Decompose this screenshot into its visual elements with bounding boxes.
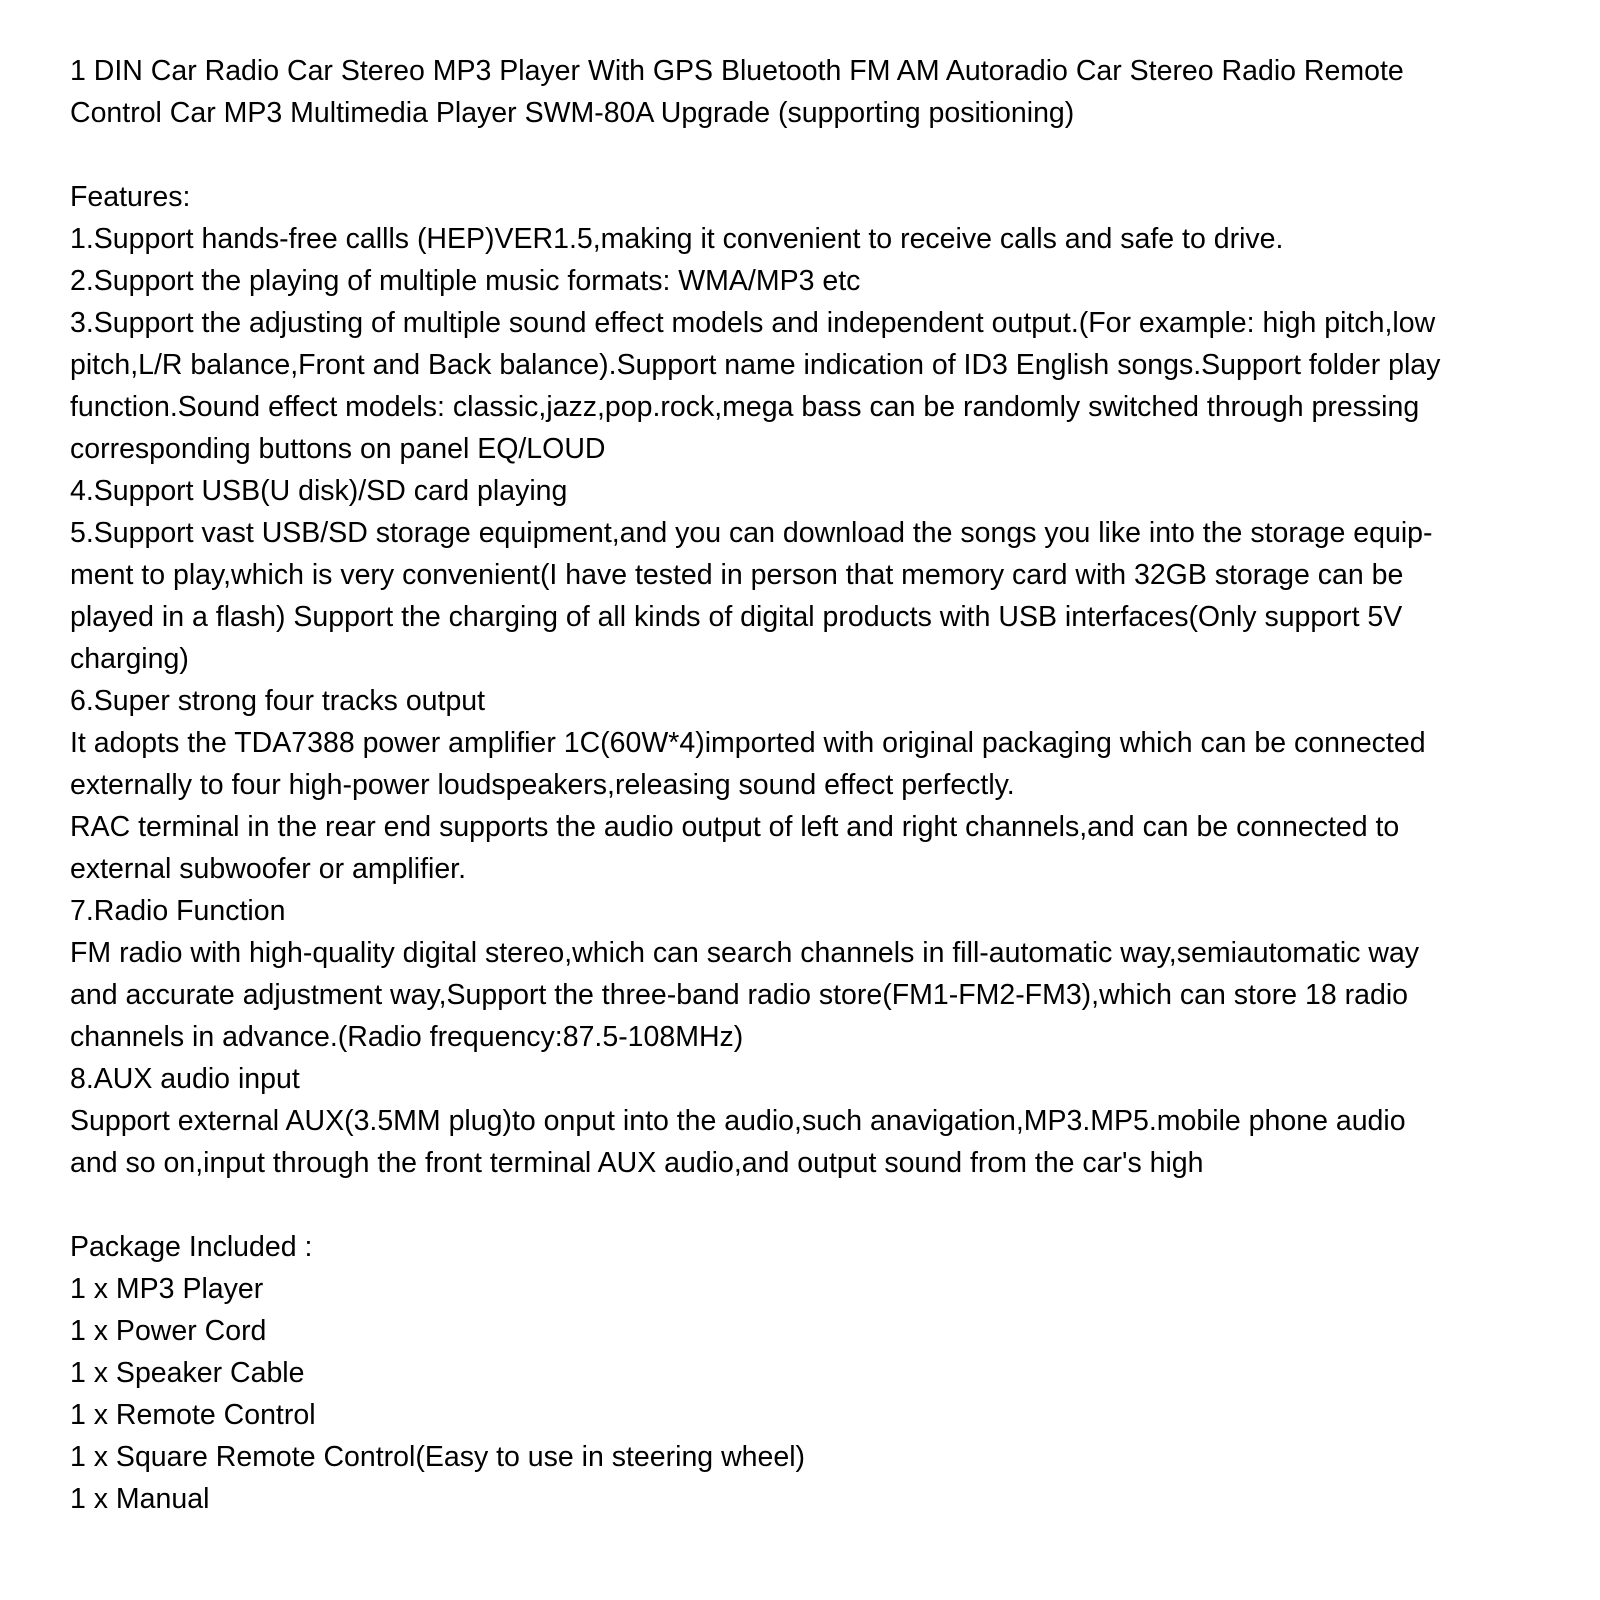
package-item: 1 x Power Cord xyxy=(70,1315,267,1347)
feature-line: 4.Support USB(U disk)/SD card playing xyxy=(70,475,568,507)
blank-line xyxy=(70,134,1560,176)
feature-line: channels in advance.(Radio frequency:87.5-108MHz) xyxy=(70,1021,744,1053)
feature-line: function.Sound effect models: classic,jazz,pop.rock,mega bass can be randomly switched through pressing xyxy=(70,391,1420,423)
package-heading: Package Included : xyxy=(70,1231,313,1263)
feature-line: 3.Support the adjusting of multiple sound effect models and independent output.(For example: high pitch,low xyxy=(70,307,1436,339)
features-section xyxy=(70,176,1560,1184)
feature-line: 8.AUX audio input xyxy=(70,1063,300,1095)
feature-line: FM radio with high-quality digital stereo,which can search channels in fill-automatic way,semiautomatic way xyxy=(70,937,1420,969)
feature-line: 2.Support the playing of multiple music formats: WMA/MP3 etc xyxy=(70,265,861,297)
feature-line: externally to four high-power loudspeakers,releasing sound effect perfectly. xyxy=(70,769,1015,801)
feature-line: Support external AUX(3.5MM plug)to onput into the audio,such anavigation,MP3.MP5.mobile phone audio xyxy=(70,1105,1406,1137)
package-section xyxy=(70,1226,1560,1520)
feature-line: 1.Support hands-free callls (HEP)VER1.5,making it convenient to receive calls and safe to drive. xyxy=(70,223,1284,255)
feature-line: and so on,input through the front terminal AUX audio,and output sound from the car's high xyxy=(70,1147,1204,1179)
feature-line: pitch,L/R balance,Front and Back balance).Support name indication of ID3 English songs.Support folder play xyxy=(70,349,1441,381)
feature-line: 7.Radio Function xyxy=(70,895,286,927)
feature-line: and accurate adjustment way,Support the three-band radio store(FM1-FM2-FM3),which can store 18 radio xyxy=(70,979,1409,1011)
title-line: 1 DIN Car Radio Car Stereo MP3 Player With GPS Bluetooth FM AM Autoradio Car Stereo Radio Remote xyxy=(70,55,1404,87)
package-item: 1 x Square Remote Control(Easy to use in steering wheel) xyxy=(70,1441,806,1473)
feature-line: ment to play,which is very convenient(I have tested in person that memory card with 32GB storage can be xyxy=(70,559,1404,591)
feature-line: played in a flash) Support the charging of all kinds of digital products with USB interfaces(Only support 5V xyxy=(70,601,1403,633)
feature-line: 6.Super strong four tracks output xyxy=(70,685,486,717)
features-heading: Features: xyxy=(70,181,191,213)
package-item: 1 x Manual xyxy=(70,1483,210,1515)
blank-line xyxy=(70,1184,1560,1226)
feature-line: corresponding buttons on panel EQ/LOUD xyxy=(70,433,606,465)
feature-line: RAC terminal in the rear end supports the audio output of left and right channels,and can be connected to xyxy=(70,811,1400,843)
feature-line: It adopts the TDA7388 power amplifier 1C(60W*4)imported with original packaging which can be connected xyxy=(70,727,1426,759)
document-title xyxy=(70,50,1560,134)
title-line: Control Car MP3 Multimedia Player SWM-80A Upgrade (supporting positioning) xyxy=(70,97,1075,129)
package-item: 1 x Remote Control xyxy=(70,1399,316,1431)
feature-line: charging) xyxy=(70,643,189,675)
package-item: 1 x MP3 Player xyxy=(70,1273,264,1305)
feature-line: 5.Support vast USB/SD storage equipment,and you can download the songs you like into the storage equip- xyxy=(70,517,1433,549)
feature-line: external subwoofer or amplifier. xyxy=(70,853,467,885)
package-item: 1 x Speaker Cable xyxy=(70,1357,305,1389)
